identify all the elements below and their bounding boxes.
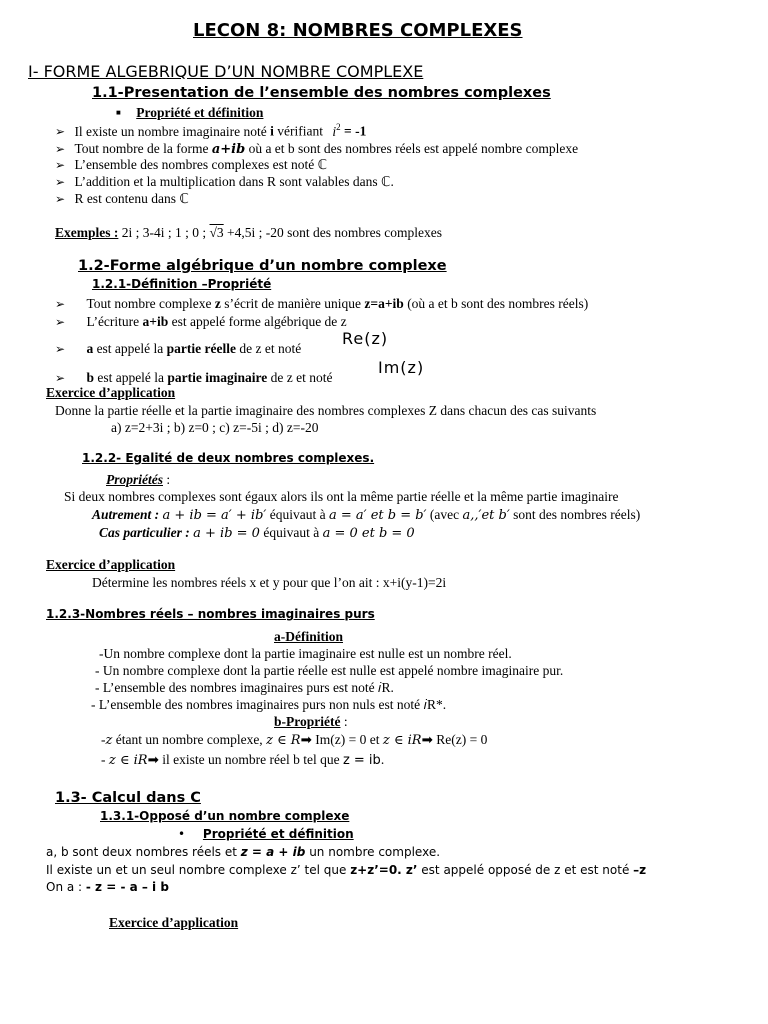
implies-arrow-icon: ➡ <box>421 732 433 748</box>
bullet-dot-icon: • <box>178 827 186 841</box>
part-title: I- FORME ALGEBRIQUE D’UN NOMBRE COMPLEXE <box>28 62 424 81</box>
section-1-2-3-title: 1.2.3-Nombres réels – nombres imaginaires purs <box>46 607 375 621</box>
list-item: ➢ L’addition et la multiplication dans R sont valables dans ℂ. <box>55 174 394 189</box>
exercise-title: Exercice d’application <box>109 915 239 930</box>
handwritten-note-re: Re(z) <box>342 329 389 348</box>
arrow-bullet-icon: ➢ <box>55 142 66 156</box>
arrow-bullet-icon: ➢ <box>55 192 66 206</box>
examples-line: Exemples : 2i ; 3-4i ; 1 ; 0 ; √3 +4,5i ; -20 sont des nombres complexes <box>55 225 443 240</box>
section-1-2-1-title: 1.2.1-Définition –Propriété <box>92 277 272 291</box>
section-1-3-1-title: 1.3.1-Opposé d’un nombre complexe <box>100 809 350 823</box>
arrow-bullet-icon: ➢ <box>55 371 66 385</box>
definition-title: a-Définition <box>274 629 343 644</box>
properties-label: Propriétés : <box>106 472 171 487</box>
arrow-bullet-icon: ➢ <box>55 315 66 329</box>
definition-line: - L’ensemble des nombres imaginaires purs est noté 𝑖R. <box>95 680 394 695</box>
bullet-square-icon: ■ <box>116 108 121 117</box>
arrow-bullet-icon: ➢ <box>55 342 66 356</box>
bullet-heading <box>178 828 354 842</box>
exercise-text: Donne la partie réelle et la partie imaginaire des nombres complexes Z dans chacun des cas suivants <box>55 403 597 418</box>
implies-arrow-icon: ➡ <box>147 752 159 768</box>
section-1-3-title: 1.3- Calcul dans C <box>55 790 201 806</box>
section-1-2-2-title: 1.2.2- Egalité de deux nombres complexes. <box>82 451 375 465</box>
implies-arrow-icon: ➡ <box>300 732 312 748</box>
definition-line: - Un nombre complexe dont la partie réelle est nulle est appelé nombre imaginaire pur. <box>95 663 564 678</box>
handwritten-note-im: Im(z) <box>378 358 425 377</box>
arrow-bullet-icon: ➢ <box>55 175 66 189</box>
bullet-heading <box>116 105 263 121</box>
definition-line: - L’ensemble des nombres imaginaires purs non nuls est noté 𝑖R*. <box>91 697 447 712</box>
section-1-1-title: 1.1-Presentation de l’ensemble des nombres complexes <box>92 85 551 101</box>
arrow-bullet-icon: ➢ <box>55 297 66 311</box>
property-line: -z étant un nombre complexe, z ∈ R➡ Im(z) = 0 et z ∈ iR➡ Re(z) = 0 <box>101 732 488 748</box>
special-case-line: Cas particulier : a + ib = 0 équivaut à a = 0 et b = 0 <box>99 525 415 541</box>
exercise-text: Détermine les nombres réels x et y pour que l’on ait : x+i(y-1)=2i <box>92 575 447 590</box>
body-line: On a : - z = - a – i b <box>46 880 169 894</box>
autrement-line: Autrement : a + ib = a′ + ib′ équivaut à a = a′ et b = b′ (avec a,,′et b′ sont des nombres réels) <box>92 507 641 523</box>
properties-text: Si deux nombres complexes sont égaux alors ils ont la même partie réelle et la même partie imaginaire <box>64 489 619 504</box>
exercise-cases: a) z=2+3i ; b) z=0 ; c) z=-5i ; d) z=-20 <box>111 420 319 435</box>
list-item: ➢ Tout nombre complexe z s’écrit de manière unique z=a+ib (où a et b sont des nombres réels) <box>55 296 589 311</box>
body-line: a, b sont deux nombres réels et z = a + ib un nombre complexe. <box>46 845 441 859</box>
list-item: ➢ a est appelé la partie réelle de z et noté <box>55 341 302 356</box>
list-item: ➢ Tout nombre de la forme a+ib où a et b sont des nombres réels est appelé nombre complexe <box>55 141 579 157</box>
lesson-title: LECON 8: NOMBRES COMPLEXES <box>193 20 523 41</box>
list-item: ➢ L’ensemble des nombres complexes est noté ℂ <box>55 157 328 172</box>
definition-line: -Un nombre complexe dont la partie imaginaire est nulle est un nombre réel. <box>99 646 512 661</box>
exercise-title: Exercice d’application <box>46 385 176 400</box>
arrow-bullet-icon: ➢ <box>55 124 66 139</box>
list-item: ➢ Il existe un nombre imaginaire noté i vérifiant $i^2 = -1$ <box>55 122 367 139</box>
list-item: ➢ L’écriture a+ib est appelé forme algébrique de z <box>55 314 347 329</box>
list-item: ➢ b est appelé la partie imaginaire de z et noté <box>55 370 333 385</box>
exercise-title: Exercice d’application <box>46 557 176 572</box>
bullet-heading-label: Propriété et définition <box>202 827 354 841</box>
handwritten-note-zib: z = ib <box>342 753 381 768</box>
property-title: b-Propriété : <box>274 714 348 729</box>
arrow-bullet-icon: ➢ <box>55 158 66 172</box>
bullet-heading-label: Propriété et définition <box>136 105 264 120</box>
property-line: - z ∈ iR➡ il existe un nombre réel b tel que z = ib. <box>101 752 385 768</box>
body-line: Il existe un et un seul nombre complexe z’ tel que z+z’=0. z’ est appelé opposé de z et est noté –z <box>46 863 647 877</box>
section-1-2-title: 1.2-Forme algébrique d’un nombre complexe <box>78 258 447 274</box>
list-item: ➢ R est contenu dans ℂ <box>55 191 189 206</box>
